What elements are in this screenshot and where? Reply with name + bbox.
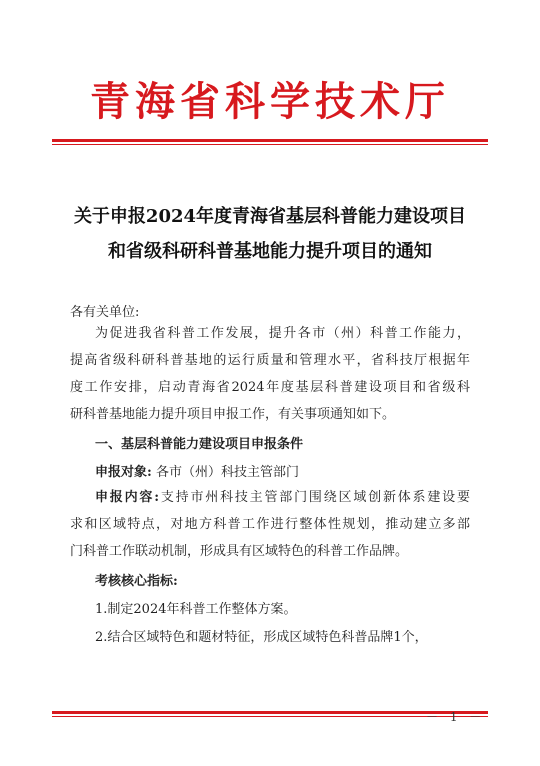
content-label: 申报内容: bbox=[95, 490, 160, 505]
page-number: － 1 － bbox=[426, 710, 486, 724]
footer-rule-thick bbox=[52, 711, 488, 714]
target-text: 各市（州）科技主管部门 bbox=[155, 465, 299, 480]
org-masthead: 青海省科学技术厅 bbox=[90, 78, 450, 125]
target-row bbox=[95, 463, 505, 483]
salutation: 各有关单位: bbox=[70, 305, 140, 320]
header-rule-thin bbox=[52, 144, 488, 145]
intro-line-3: 度工作安排，启动青海省2024年度基层科普建设项目和省级科 bbox=[70, 380, 470, 395]
intro-line-2: 提高省级科研科普基地的运行质量和管理水平，省科技厅根据年 bbox=[70, 353, 470, 368]
indicator-item-2: 2.结合区域特色和题材特征，形成区域特色科普品牌1个， bbox=[95, 630, 428, 645]
intro-line-4: 研科普基地能力提升项目申报工作，有关事项通知如下。 bbox=[70, 407, 396, 422]
header-rule-thick bbox=[52, 139, 488, 142]
notice-title-line-2: 和省级科研科普基地能力提升项目的通知 bbox=[108, 241, 432, 262]
footer-rule-thin bbox=[52, 716, 488, 717]
content-row bbox=[95, 484, 470, 511]
intro-line-1: 为促进我省科普工作发展，提升各市（州）科普工作能力， bbox=[95, 326, 470, 341]
target-label: 申报对象: bbox=[95, 465, 152, 480]
indicator-item-1: 1.制定2024年科普工作整体方案。 bbox=[95, 602, 297, 617]
indicators-label: 考核核心指标: bbox=[95, 574, 178, 589]
content-line-3: 门科普工作联动机制，形成具有区域特色的科普工作品牌。 bbox=[70, 544, 409, 559]
content-line-1: 支持市州科技主管部门围绕区域创新体系建设要 bbox=[159, 490, 470, 505]
notice-title-line-1: 关于申报2024年度青海省基层科普能力建设项目 bbox=[73, 206, 467, 227]
section-1-heading: 一、基层科普能力建设项目申报条件 bbox=[95, 437, 304, 452]
content-line-2: 求和区域特点，对地方科普工作进行整体性规划，推动建立多部 bbox=[70, 517, 470, 532]
